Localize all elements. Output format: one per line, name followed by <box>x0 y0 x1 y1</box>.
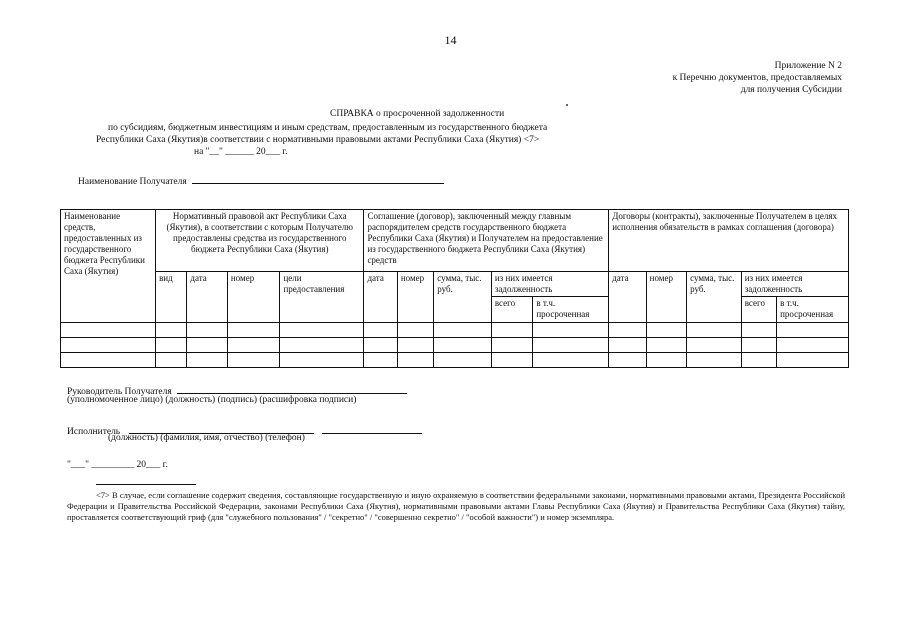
appendix-header <box>673 60 842 96</box>
table-row[interactable] <box>61 353 849 368</box>
document-subtitle-2: Республики Саха (Якутия)в соответствии с нормативными правовыми актами Республики Саха (Якутия) <7> <box>96 135 540 145</box>
executor-caption: (должность) (фамилия, имя, отчество) (телефон) <box>108 433 305 443</box>
appendix-line-3: для получения Субсидии <box>740 85 842 95</box>
recipient-field <box>78 173 444 187</box>
col-funds-name: Наименование средств, предоставленных из государственного бюджета Республики Саха (Якутия) <box>61 210 156 323</box>
head-label: Руководитель Получателя <box>67 387 172 397</box>
footnote-separator <box>96 484 196 485</box>
phone-blank[interactable] <box>322 423 422 434</box>
con-col-sum: сумма, тыс. руб. <box>687 272 742 323</box>
agr-col-date: дата <box>364 272 397 323</box>
agr-debt-total: всего <box>491 297 532 323</box>
table-row[interactable] <box>61 338 849 353</box>
footnote-text: <7> В случае, если соглашение содержит сведения, составляющие государственную и иную охраняемую в соответствии федеральными законами, нормативными правовыми актами, Президента Российской Федерации и Правительства Российской Федерации, законами Республики Саха (Якутия), нормативными правовыми актами Главы Республики Саха (Якутия) и Правительства Республики Саха (Якутия) тайну, проставляется соответствующий гриф (для "служебного пользования" / "секретно" / "совершенно секретно" / "особой важности") и номер экземпляра. <box>67 490 845 522</box>
act-col-type: вид <box>156 272 187 323</box>
con-debt-total: всего <box>741 297 776 323</box>
appendix-line-1: Приложение N 2 <box>774 61 842 71</box>
debt-table <box>60 209 849 368</box>
group-legal-act: Нормативный правовой акт Республики Саха (Якутия), в соответствии с которым Получателю предоставлены средства из государственного бюджета Республики Саха (Якутия) <box>156 210 364 272</box>
con-debt-overdue: в т.ч. просроченная <box>777 297 849 323</box>
signature-date: "___" _________ 20___ г. <box>67 460 168 470</box>
act-col-number: номер <box>227 272 280 323</box>
head-signature-blank[interactable] <box>177 383 407 394</box>
con-col-number: номер <box>646 272 686 323</box>
con-col-debt: из них имеется задолженность <box>741 272 848 297</box>
head-caption: (уполномоченное лицо) (должность) (подпись) (расшифровка подписи) <box>67 395 357 405</box>
document-subtitle-1: по субсидиям, бюджетным инвестициям и иным средствам, предоставленным из государственного бюджета <box>108 123 548 133</box>
agr-col-number: номер <box>397 272 433 323</box>
act-col-purpose: цели предоставления <box>280 272 364 323</box>
document-date-line: на "__" ______ 20___ г. <box>194 147 288 157</box>
document-title: СПРАВКА о просроченной задолженности <box>330 109 505 119</box>
agr-debt-overdue: в т.ч. просроченная <box>533 297 609 323</box>
executor-label: Исполнитель <box>67 427 121 437</box>
group-agreement: Соглашение (договор), заключенный между главным распорядителем средств государственного бюджета Республики Саха (Якутия) и Получателем на предоставление из государственного бюджета Республики Саха (Якутия) средств <box>364 210 609 272</box>
act-col-date: дата <box>187 272 227 323</box>
scan-speck <box>566 104 568 106</box>
page-number: 14 <box>444 33 457 47</box>
recipient-label: Наименование Получателя <box>78 177 187 187</box>
con-col-date: дата <box>609 272 646 323</box>
appendix-line-2: к Перечню документов, предоставляемых <box>672 73 842 83</box>
group-contracts: Договоры (контракты), заключенные Получателем в целях исполнения обязательств в рамках соглашения (договора) <box>609 210 849 272</box>
agr-col-sum: сумма, тыс. руб. <box>434 272 492 323</box>
table-row[interactable] <box>61 323 849 338</box>
recipient-blank[interactable] <box>192 173 444 184</box>
agr-col-debt: из них имеется задолженность <box>491 272 608 297</box>
